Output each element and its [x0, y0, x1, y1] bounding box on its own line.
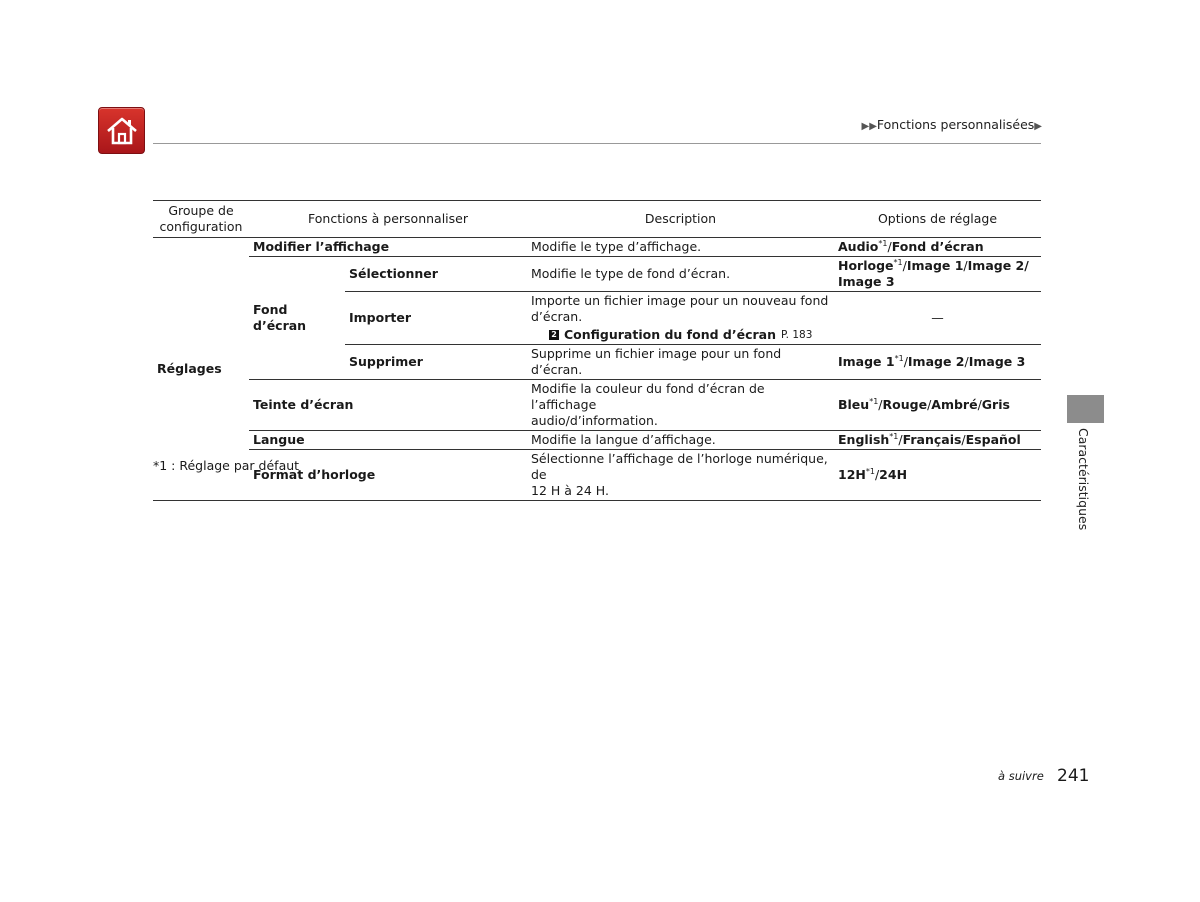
sub-function-cell: Importer [345, 292, 527, 345]
breadcrumb-link[interactable]: Fonctions personnalisées [876, 117, 1035, 132]
description-cell: Supprime un fichier image pour un fond d’écran. [527, 345, 834, 380]
home-icon [106, 116, 138, 146]
options-cell: Horloge$^{*1}$/Image 1/Image 2/ Image 3 [834, 257, 1041, 292]
sub-function-cell: Sélectionner [345, 257, 527, 292]
options-cell: — [834, 292, 1041, 345]
table-row [153, 380, 1041, 431]
section-tab[interactable] [1067, 395, 1104, 423]
home-button[interactable] [98, 107, 145, 154]
table-header-row [153, 201, 1041, 238]
col-header-group: Groupe de configuration [153, 201, 249, 238]
table-row [153, 257, 1041, 292]
description-cell: Importe un fichier image pour un nouveau fond d’écran. 2 Configuration du fond d’écran P. 183 [527, 292, 834, 345]
cross-reference-arrow-icon: 2 [549, 330, 559, 340]
header-divider [153, 143, 1041, 144]
function-cell: Format d’horloge [249, 450, 527, 501]
options-cell: Audio$^{*1}$/Fond d’écran [834, 238, 1041, 257]
options-cell: $12H^{*1}/24H$ [834, 450, 1041, 501]
description-cell: Modifie le type de fond d’écran. [527, 257, 834, 292]
options-cell: Bleu$^{*1}$/Rouge/Ambré/Gris [834, 380, 1041, 431]
col-header-options: Options de réglage [834, 201, 1041, 238]
col-header-function: Fonctions à personnaliser [249, 201, 527, 238]
function-cell: Langue [249, 431, 527, 450]
footnote: *1 : Réglage par défaut [153, 458, 300, 473]
cross-reference-link[interactable]: 2 Configuration du fond d’écran P. 183 [531, 327, 812, 343]
options-cell: Image 1$^{*1}$/Image 2/Image 3 [834, 345, 1041, 380]
breadcrumb-arrows-icon: ▶▶ [861, 121, 877, 132]
description-cell: Modifie la couleur du fond d’écran de l’affichage audio/d’information. [527, 380, 834, 431]
function-cell: Teinte d’écran [249, 380, 527, 431]
page-number: 241 [1057, 766, 1090, 786]
sub-function-cell: Supprimer [345, 345, 527, 380]
function-cell: Fond d’écran [249, 257, 345, 380]
settings-table [153, 200, 1041, 501]
section-tab-label[interactable]: Caractéristiques [1076, 428, 1091, 531]
table-row [153, 238, 1041, 257]
continue-label: à suivre [998, 769, 1044, 783]
group-cell: Réglages [153, 238, 249, 501]
options-cell: English$^{*1}$/Français/Español [834, 431, 1041, 450]
function-cell: Modifier l’affichage [249, 238, 527, 257]
description-cell: Modifie le type d’affichage. [527, 238, 834, 257]
breadcrumb-end-arrow-icon: ▶ [1034, 121, 1042, 132]
description-cell: Modifie la langue d’affichage. [527, 431, 834, 450]
description-cell: Sélectionne l’affichage de l’horloge numérique, de 12 H à 24 H. [527, 450, 834, 501]
table-row [153, 431, 1041, 450]
col-header-description: Description [527, 201, 834, 238]
breadcrumb[interactable] [862, 117, 1043, 132]
